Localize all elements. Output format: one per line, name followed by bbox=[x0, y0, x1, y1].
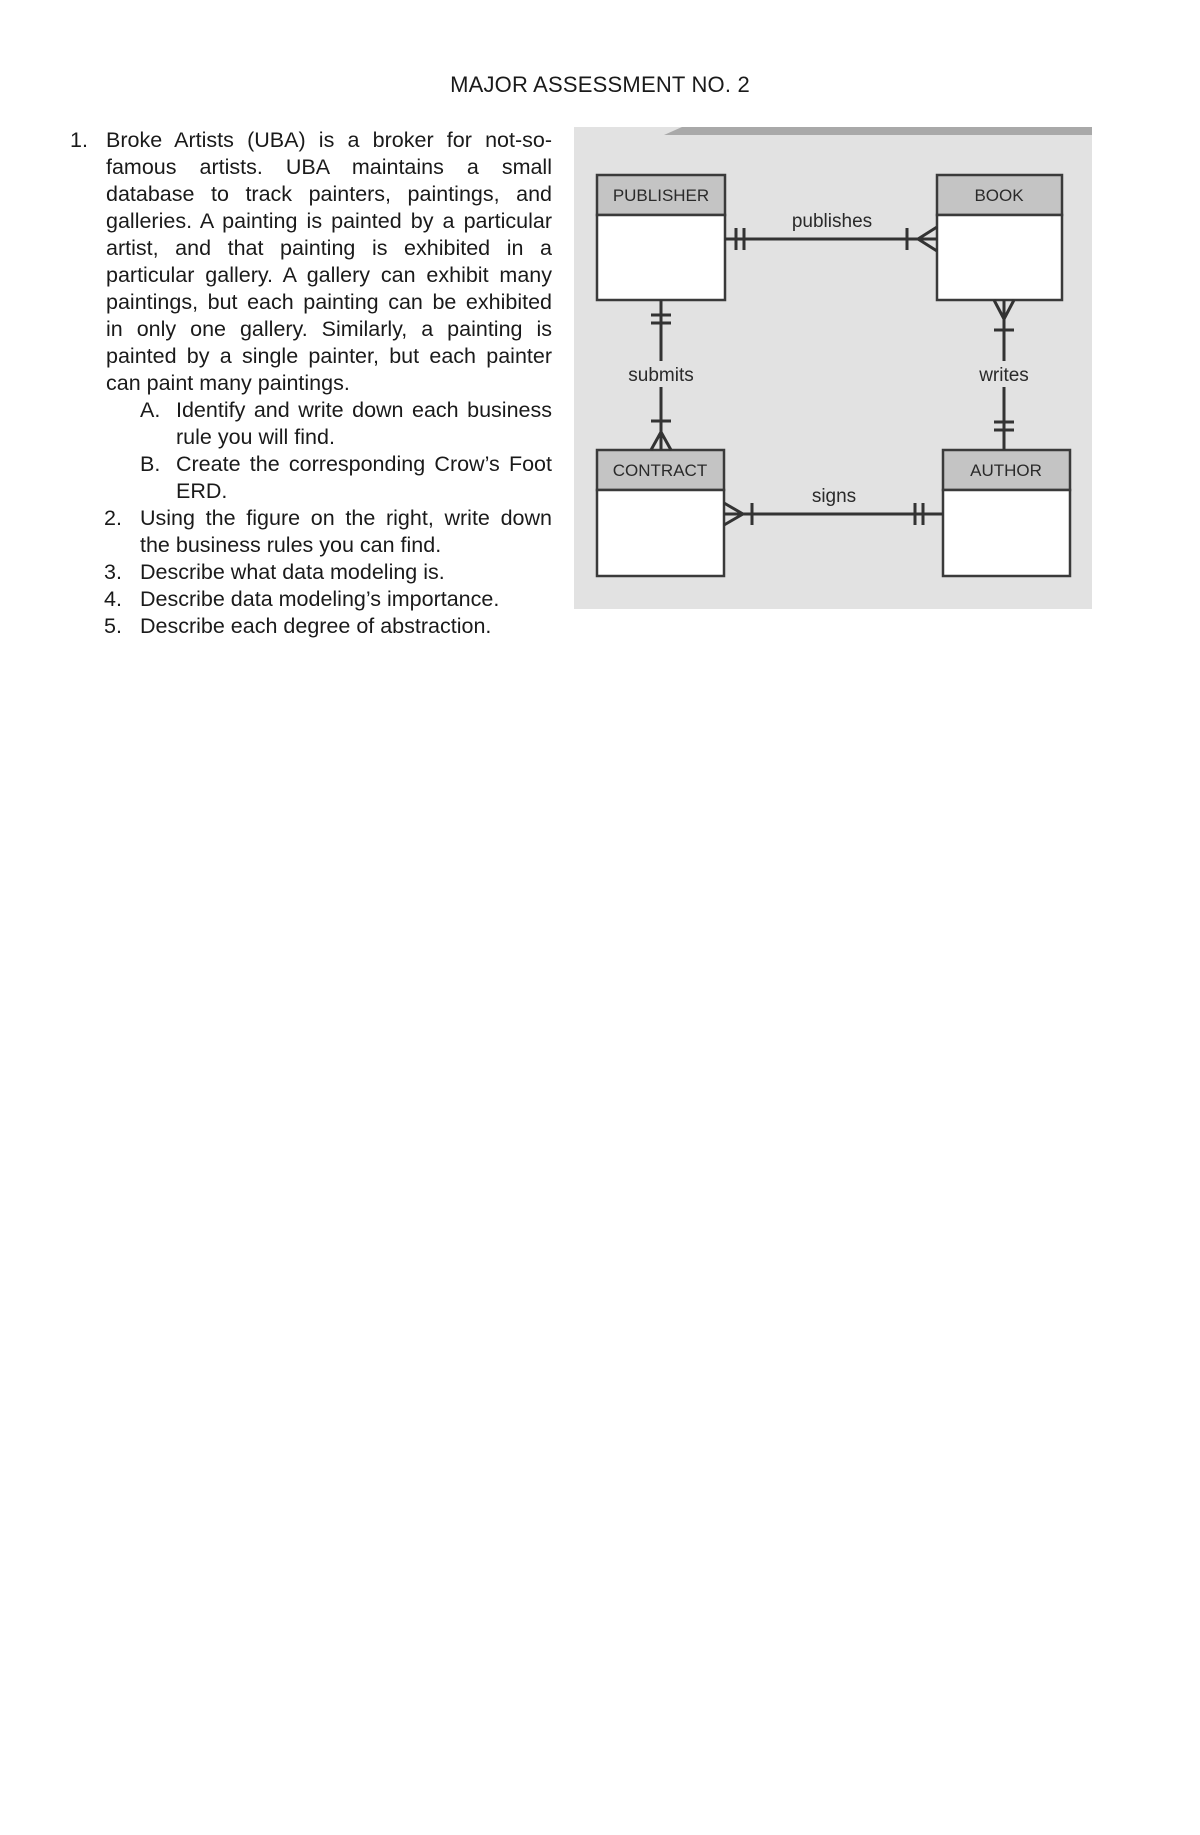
question-1-subitems bbox=[140, 397, 552, 505]
subitem-text: Create the corresponding Crow’s Foot ERD. bbox=[176, 452, 552, 503]
remaining-questions bbox=[104, 505, 552, 640]
question-text: Broke Artists (UBA) is a broker for not-so-famous artists. UBA maintains a small database to track painters, paintings, and galleries. A painting is painted by a particular artist, and that painting is exhibited in a particular gallery. A gallery can exhibit many paintings, but each painting can be exhibited in only one gallery. Similarly, a painting is painted by a single painter, but each painter can paint many paintings. bbox=[106, 128, 552, 395]
relationship-label-submits: submits bbox=[628, 365, 694, 386]
subitem-b bbox=[140, 451, 552, 505]
question-number: 5. bbox=[104, 614, 122, 638]
question-number: 1. bbox=[70, 128, 88, 152]
question-2 bbox=[104, 505, 552, 559]
erd-diagram bbox=[574, 127, 1092, 609]
relationship-label-publishes: publishes bbox=[791, 211, 873, 232]
erd-figure bbox=[574, 127, 1092, 609]
question-text: Describe each degree of abstraction. bbox=[140, 614, 492, 638]
question-text: Describe what data modeling is. bbox=[140, 560, 445, 584]
subitem-a bbox=[140, 397, 552, 451]
entity-label-contract: CONTRACT bbox=[612, 461, 708, 480]
question-text: Using the figure on the right, write down the business rules you can find. bbox=[140, 506, 552, 557]
entity-label-book: BOOK bbox=[974, 186, 1024, 205]
subitem-letter: B. bbox=[140, 452, 161, 476]
question-4 bbox=[104, 586, 552, 613]
question-5 bbox=[104, 613, 552, 640]
figure-top-edge bbox=[664, 127, 1092, 135]
subitem-letter: A. bbox=[140, 398, 161, 422]
question-3 bbox=[104, 559, 552, 586]
question-number: 3. bbox=[104, 560, 122, 584]
question-number: 4. bbox=[104, 587, 122, 611]
question-1 bbox=[70, 127, 552, 397]
entity-author bbox=[943, 450, 1070, 576]
relationship-label-writes: writes bbox=[979, 365, 1029, 386]
page-title: MAJOR ASSESSMENT NO. 2 bbox=[450, 72, 750, 97]
entity-label-publisher: PUBLISHER bbox=[612, 186, 710, 205]
assessment-questions bbox=[70, 127, 552, 640]
entity-publisher bbox=[597, 175, 725, 300]
entity-label-author: AUTHOR bbox=[970, 461, 1042, 480]
subitem-text: Identify and write down each business rule you will find. bbox=[176, 398, 552, 449]
entity-contract bbox=[597, 450, 724, 576]
question-number: 2. bbox=[104, 506, 122, 530]
entity-book bbox=[937, 175, 1062, 300]
relationship-label-signs: signs bbox=[811, 486, 857, 507]
question-text: Describe data modeling’s importance. bbox=[140, 587, 500, 611]
